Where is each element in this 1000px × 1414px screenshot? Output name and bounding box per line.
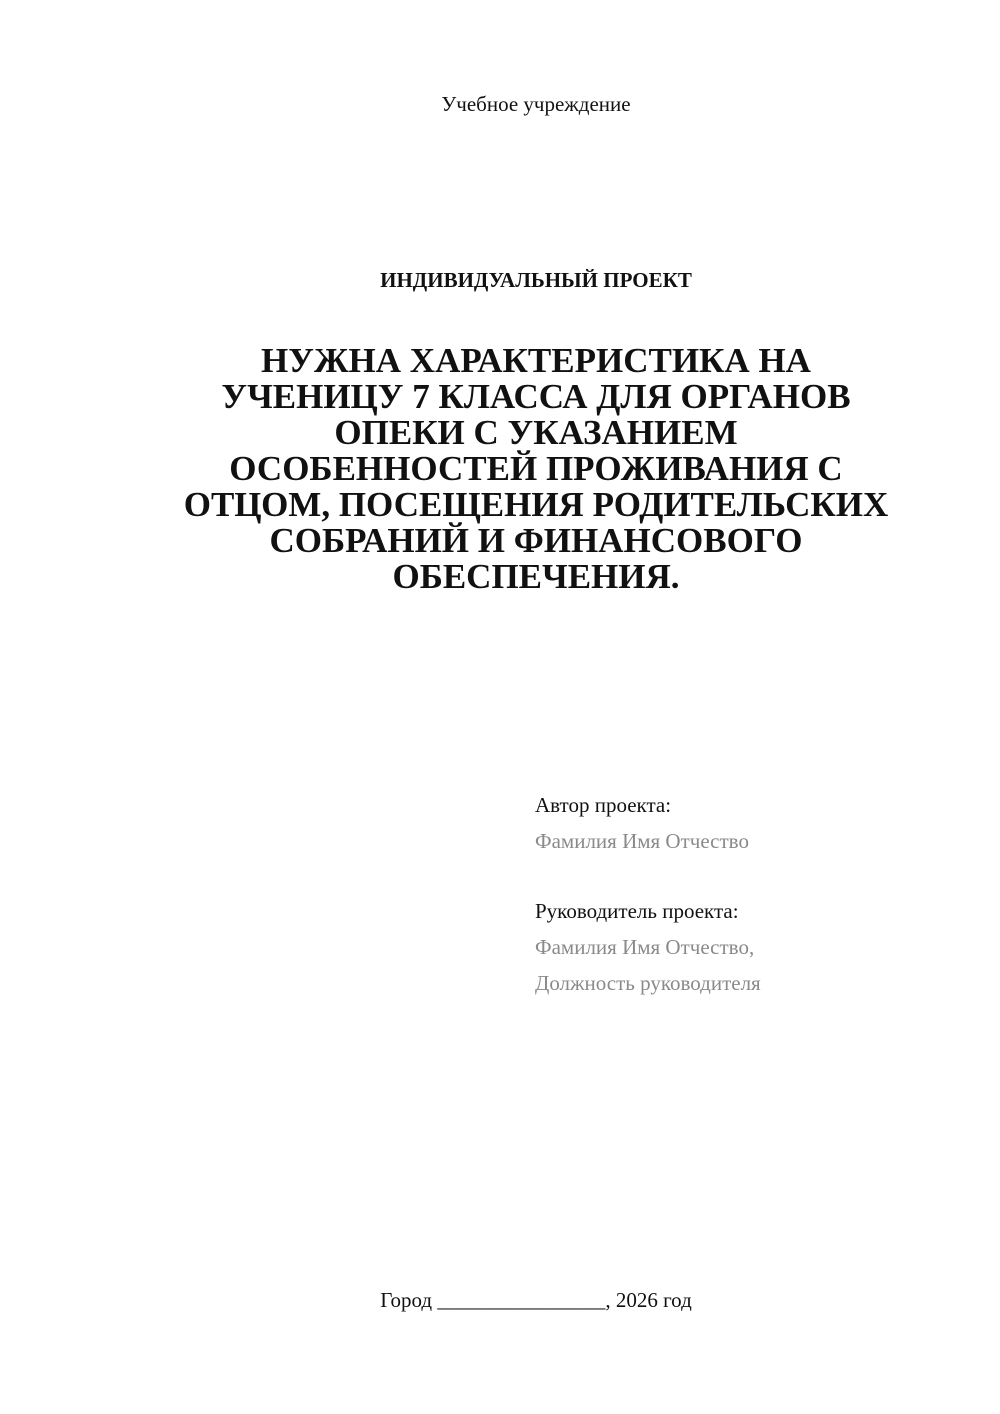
supervisor-position: Должность руководителя [535,971,761,995]
supervisor-block [535,893,955,1001]
supervisor-name: Фамилия Имя Отчество, [535,935,755,959]
supervisor-label: Руководитель проекта: [535,899,739,923]
author-name: Фамилия Имя Отчество [535,829,749,853]
document-type: ИНДИВИДУАЛЬНЫЙ ПРОЕКТ [380,268,692,292]
author-label: Автор проекта: [535,793,672,817]
project-title: НУЖНА ХАРАКТЕРИСТИКА НА УЧЕНИЦУ 7 КЛАССА ДЛЯ ОРГАНОВ ОПЕКИ С УКАЗАНИЕМ ОСОБЕННОСТЕЙ ПРОЖИВАНИЯ С ОТЦОМ, ПОСЕЩЕНИЯ РОДИТЕЛЬСКИХ СОБРАНИЙ И ФИНАНСОВОГО ОБЕСПЕЧЕНИЯ. [183,341,889,596]
city-year-line: Город ________________, 2026 год [380,1288,692,1312]
institution-name: Учебное учреждение [441,92,631,116]
author-block [535,787,955,859]
